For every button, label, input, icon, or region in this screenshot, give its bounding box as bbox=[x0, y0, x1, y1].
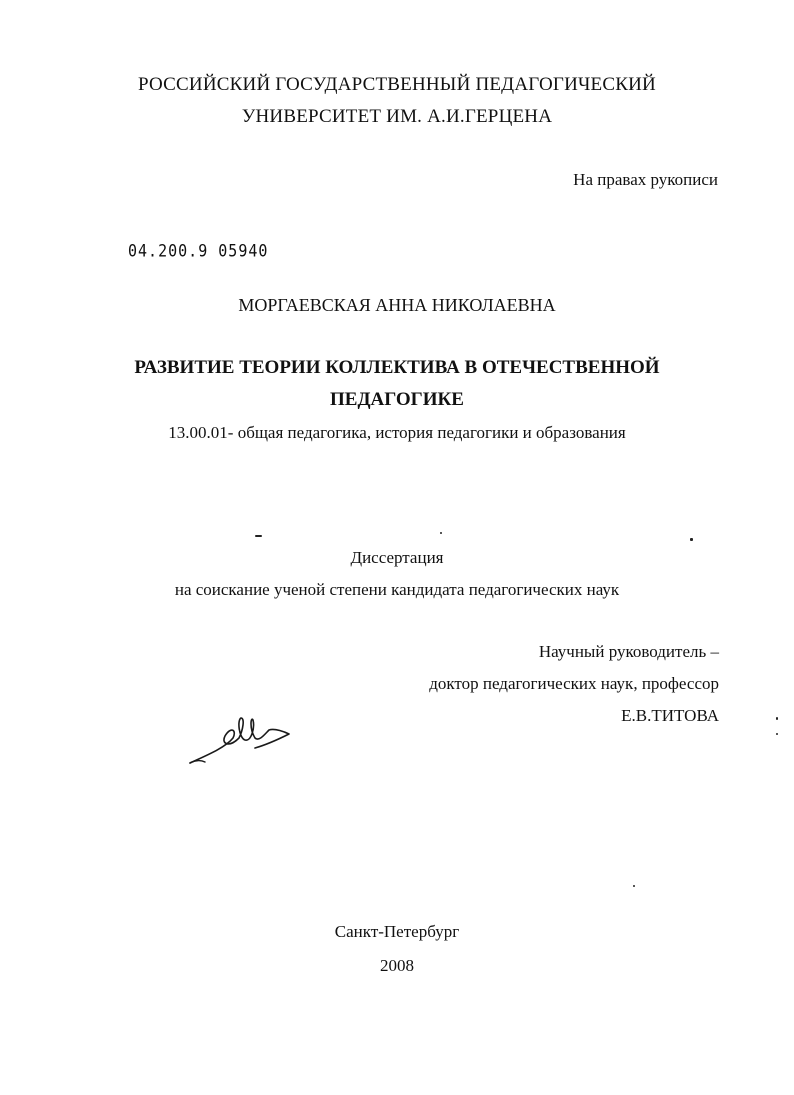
supervisor-degree: доктор педагогических наук, профессор bbox=[429, 674, 719, 693]
title-line1: РАЗВИТИЕ ТЕОРИИ КОЛЛЕКТИВА В ОТЕЧЕСТВЕННОЙ bbox=[134, 357, 660, 378]
supervisor-name: Е.В.ТИТОВА bbox=[621, 706, 719, 725]
dissertation-type: Диссертация bbox=[350, 548, 444, 567]
university-name-line2: УНИВЕРСИТЕТ ИМ. А.И.ГЕРЦЕНА bbox=[241, 106, 553, 127]
specialty-code: 13.00.01- общая педагогика, история педагогики и образования bbox=[168, 423, 626, 442]
scan-speck bbox=[633, 885, 635, 887]
dissertation-degree: на соискание ученой степени кандидата педагогических наук bbox=[174, 580, 620, 599]
scan-speck bbox=[776, 717, 778, 720]
author-name: МОРГАЕВСКАЯ АННА НИКОЛАЕВНА bbox=[238, 295, 556, 315]
scan-speck bbox=[690, 538, 693, 541]
city: Санкт-Петербург bbox=[334, 922, 460, 941]
title-line2: ПЕДАГОГИКЕ bbox=[330, 389, 464, 410]
scan-speck bbox=[255, 535, 262, 537]
university-name-line1: РОССИЙСКИЙ ГОСУДАРСТВЕННЫЙ ПЕДАГОГИЧЕСКИЙ bbox=[138, 74, 656, 95]
scan-speck bbox=[440, 532, 442, 534]
scan-speck bbox=[776, 733, 778, 735]
handwritten-signature-icon bbox=[185, 708, 300, 770]
rights-note: На правах рукописи bbox=[573, 170, 718, 189]
year: 2008 bbox=[380, 956, 414, 975]
supervisor-role: Научный руководитель – bbox=[538, 642, 719, 661]
archive-number: 04.200.9 05940 bbox=[128, 240, 269, 262]
